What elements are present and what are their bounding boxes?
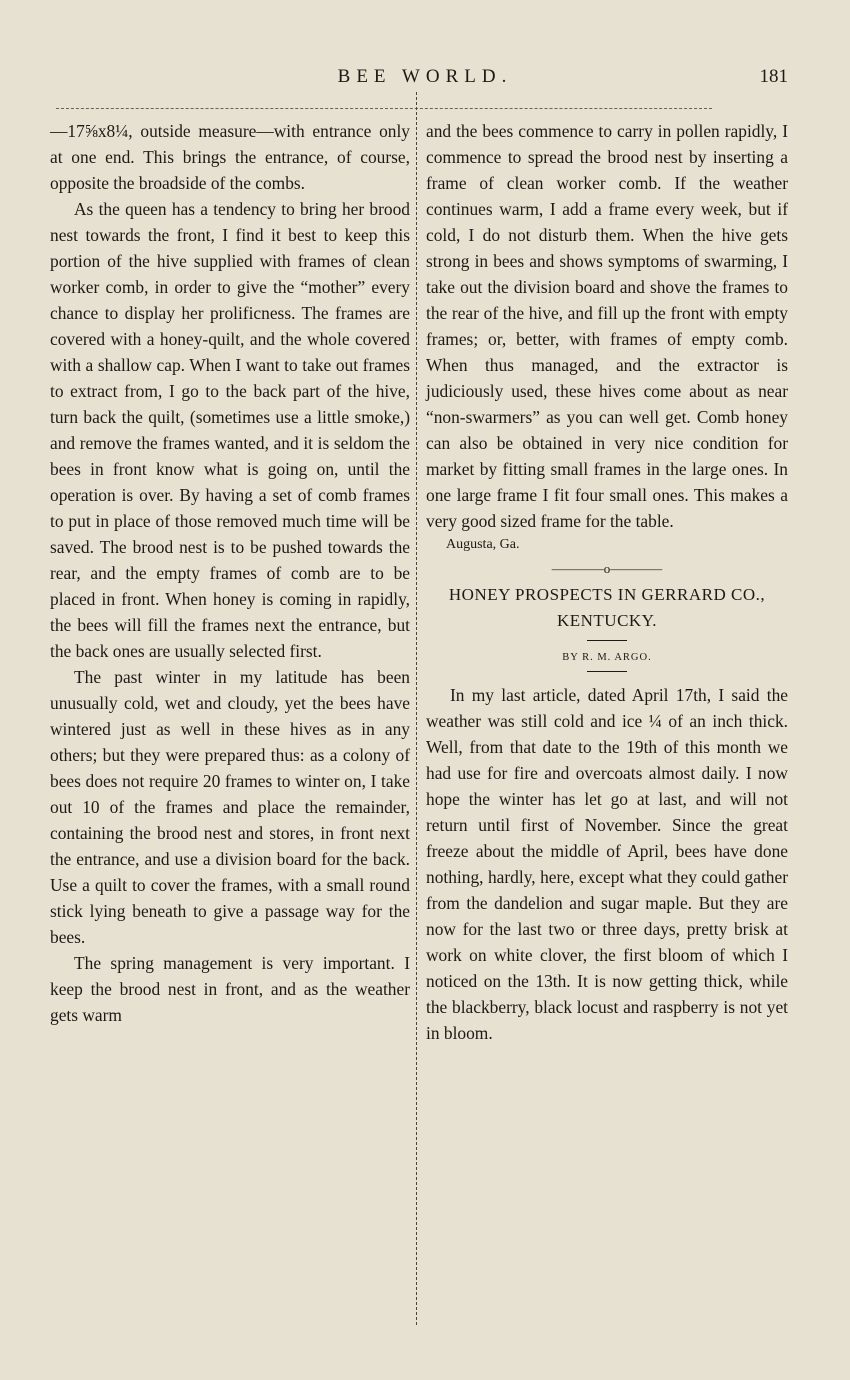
section-separator: ————o———— bbox=[551, 561, 663, 576]
byline: BY R. M. ARGO. bbox=[562, 652, 652, 663]
left-paragraph-2: As the queen has a tendency to bring her brood nest towards the front, I find it best to keep this portion of the hive supplied with frames of clean worker comb, in order to give the “mother” every chance to display her prolificness. The frames are covered with a honey-quilt, and the whole covered with a shallow cap. When I want to take out frames to extract from, I go to the back part of the hive, turn back the quilt, (sometimes use a little smoke,) and remove the frames wanted, and it is seldom the bees in front know what is going on, until the operation is over. By having a set of comb frames to put in place of those removed much time will be saved. The brood nest is to be pushed towards the rear, and the empty frames of comb are to be placed in front. When honey is coming in rapidly, the bees will fill the frames next the entrance, but the back ones are usually selected first. bbox=[50, 199, 410, 661]
right-column bbox=[426, 118, 788, 1046]
running-title: BEE WORLD. bbox=[337, 66, 513, 87]
column-divider bbox=[416, 92, 417, 1325]
left-paragraph-1: —17⅝x8¼, outside measure—with entrance only at one end. This brings the entrance, of course, opposite the broadside of the combs. bbox=[50, 121, 410, 193]
right-paragraph-2: In my last article, dated April 17th, I said the weather was still cold and ice ¼ of an inch thick. Well, from that date to the 19th of this month we had use for fire and overcoats almost daily. I now hope the winter has let go at last, and will not return until first of November. Since the great freeze about the middle of April, bees have done nothing, hardly, here, except what they could gather from the dandelion and sugar maple. But they are now for the last two or three days, pretty brisk at work on white clover, the first bloom of which I noticed on the 13th. It is now getting thick, while the blackberry, black locust and raspberry is not yet in bloom. bbox=[426, 685, 788, 1043]
left-paragraph-3: The past winter in my latitude has been unusually cold, wet and cloudy, yet the bees have wintered just as well in these hives as in any others; but they were prepared thus: as a colony of bees does not require 20 frames to winter on, I take out 10 of the frames and place the remainder, containing the brood nest and stores, in front next the entrance, and use a division board for the back. Use a quilt to cover the frames, with a small round stick lying beneath to give a passage way for the bees. bbox=[50, 667, 410, 947]
header-rule bbox=[56, 108, 712, 109]
right-paragraph-1: and the bees commence to carry in pollen rapidly, I commence to spread the brood nest by inserting a frame of clean worker comb. If the weather continues warm, I add a frame every week, but if cold, I do not disturb them. When the hive gets strong in bees and shows symptoms of swarming, I take out the division board and shove the frames to the rear of the hive, and fill up the front with empty frames; or, better, with frames of empty comb. When thus managed, and the extractor is judiciously used, these hives come about as near “non-swarmers” as you can well get. Comb honey can also be obtained in very nice condition for market by fitting small frames in the large ones. In one large frame I fit four small ones. This makes a very good sized frame for the table. bbox=[426, 121, 788, 531]
byline-rule bbox=[587, 671, 627, 672]
left-paragraph-4: The spring management is very important. I keep the brood nest in front, and as the weather gets warm bbox=[50, 953, 410, 1025]
page-number: 181 bbox=[759, 66, 788, 87]
dateline: Augusta, Ga. bbox=[446, 537, 520, 552]
article-title: HONEY PROSPECTS IN GERRARD CO., KENTUCKY. bbox=[448, 585, 766, 630]
title-rule bbox=[587, 640, 627, 641]
left-column bbox=[50, 118, 410, 1028]
